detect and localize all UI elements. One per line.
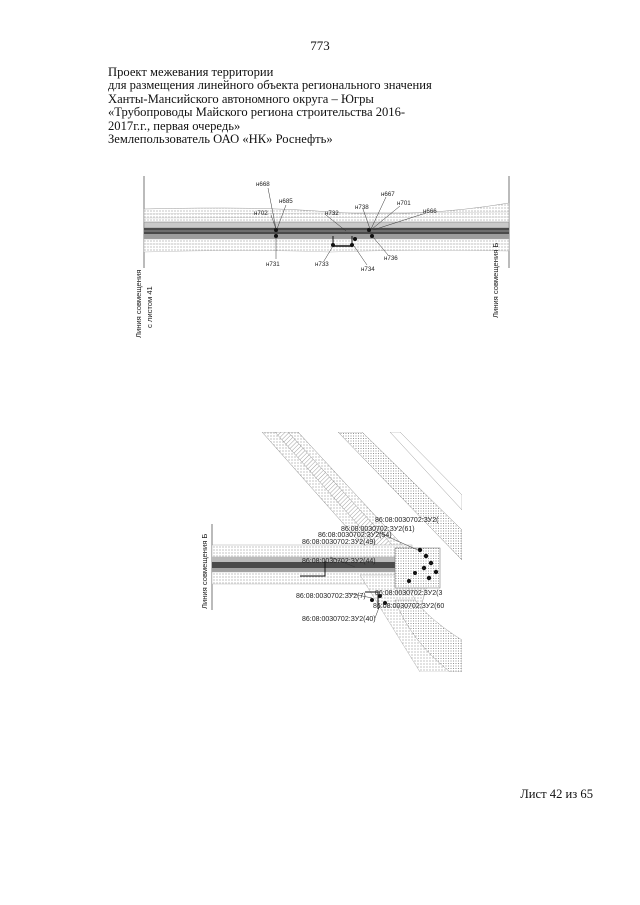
parcel-label: 86:08:0030702:ЗУ2(40) <box>302 616 376 623</box>
parcel-label: 86:08:0030702:ЗУ2( <box>375 517 439 524</box>
parcel-label: 86:08:0030702:ЗУ2(3 <box>375 590 443 597</box>
point-label: н701 <box>397 200 411 207</box>
combination-label-b: Линия совмещения Б <box>200 533 209 609</box>
header-line: «Трубопроводы Майского региона строительства 2016- <box>108 105 406 120</box>
combination-label-left: Линия совмещения <box>134 269 143 338</box>
parcel-label: 86:08:0030702:ЗУ2(44) <box>302 558 376 565</box>
point-label: н734 <box>361 266 375 273</box>
sheet-number: Лист 42 из 65 <box>520 787 593 801</box>
combination-label-left-2: с листом 41 <box>145 286 154 328</box>
combination-label-right: Линия совмещения Б <box>491 242 500 318</box>
parcel-label: 86:08:0030702:ЗУ2(61) <box>341 526 415 533</box>
header-line: Ханты-Мансийского автономного округа – Югры <box>108 91 374 106</box>
point-label: н702 <box>254 210 268 217</box>
header-line: Землепользователь ОАО «НК» Роснефть» <box>108 132 333 147</box>
point-label: н666 <box>423 208 437 215</box>
parcel-label: 86:08:0030702:ЗУ2(7) <box>296 593 366 600</box>
page-number: 773 <box>310 38 330 53</box>
point-label: н738 <box>355 204 369 211</box>
header-line: 2017г.г., первая очередь» <box>108 118 241 133</box>
parcel-label: 86:08:0030702:ЗУ2(54) <box>318 532 392 539</box>
header-line: Проект межевания территории <box>108 65 274 79</box>
point-label: н733 <box>315 261 329 268</box>
point-label: н731 <box>266 261 280 268</box>
point-label: н667 <box>381 191 395 198</box>
point-label: н732 <box>325 210 339 217</box>
point-label: н736 <box>384 255 398 262</box>
parcel-label: 86:08:0030702:ЗУ2(60 <box>373 603 445 610</box>
point-label: н668 <box>256 181 270 188</box>
point-label: н685 <box>279 198 293 205</box>
parcel-label: 86:08:0030702:ЗУ2(49) <box>302 539 376 546</box>
header-line: для размещения линейного объекта регионального значения <box>108 78 432 93</box>
